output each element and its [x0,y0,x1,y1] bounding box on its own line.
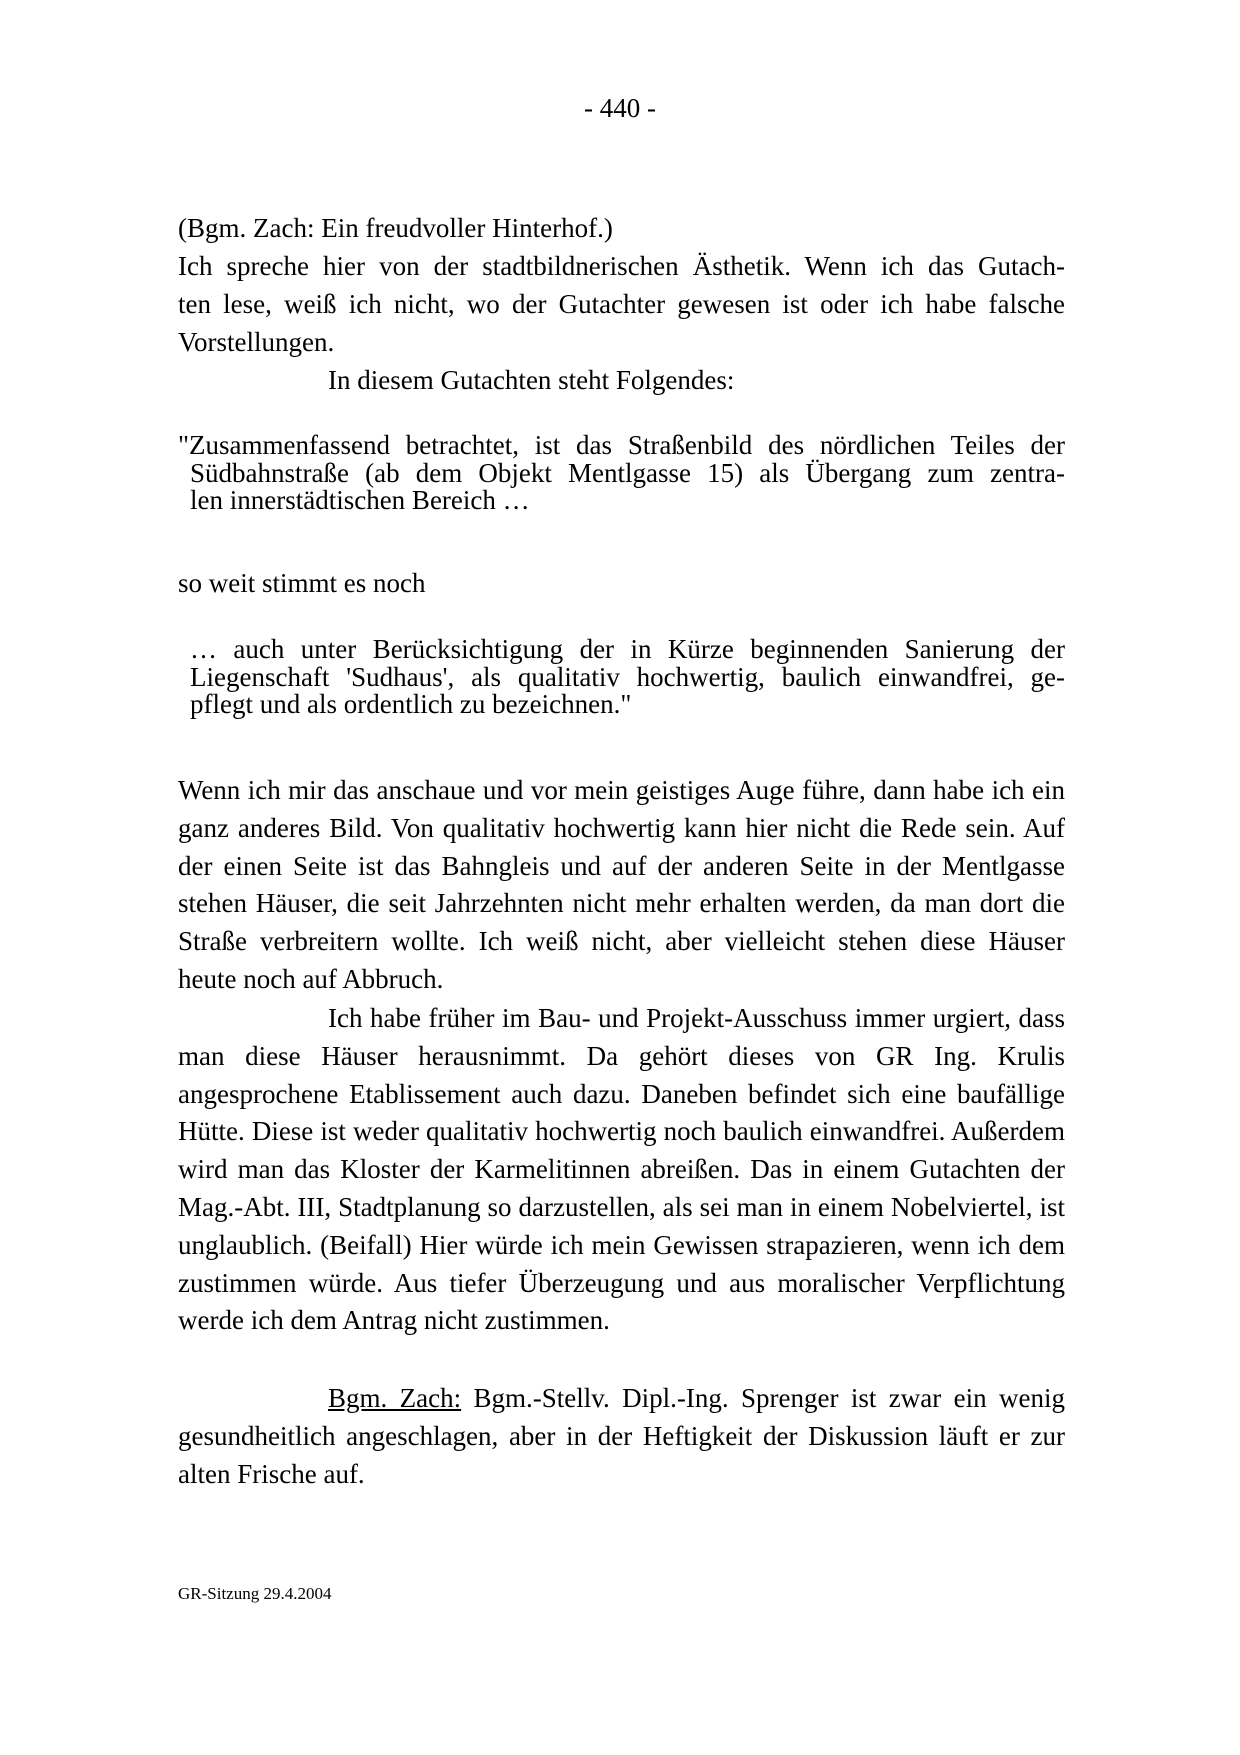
quote-2-line-2: Liegenschaft 'Sudhaus', als qualitativ hochwertig, baulich einwandfrei, ge- [190,661,1065,692]
quote-2 [178,636,1065,719]
paragraph-5-body [178,1380,1065,1493]
paragraph-1-line-2: ten lese, weiß ich nicht, wo der Gutachter gewesen ist oder ich habe falsche [178,288,1065,319]
quote-2-line-1: … auch unter Berücksichtigung der in Kürze beginnenden Sanierung der [190,634,1065,664]
quote-1-line-1: "Zusammenfassend betrachtet, ist das Straßenbild des nördlichen Teiles der [178,430,1065,460]
paragraph-2-text: In diesem Gutachten steht Folgendes: [328,365,735,395]
quote-1 [178,432,1065,515]
paragraph-4 [178,1000,1065,1340]
paragraph-1-line-3: Vorstellungen. [178,326,335,357]
paragraph-3-text: Wenn ich mir das anschaue und vor mein geistiges Auge führe, dann habe ich ein ganz anderes Bild. Von qualitativ hochwertig kann hier nicht die Rede sein. Auf der einen Seite ist das Bahngleis und auf der anderen Seite in der Mentlgasse stehen Häuser, die seit Jahrzehnten nicht mehr erhalten werden, da man dort die Straße verbreitern wollte. Ich weiß nicht, aber vielleicht stehen diese Häuser heute noch auf Abbruch. [178,775,1065,994]
paragraph-4-body [178,1000,1065,1340]
quote-1-line-3: len innerstädtischen Bereich … [190,485,530,515]
paragraph-4-text: Ich habe früher im Bau- und Projekt-Ausschuss immer urgiert, dass man diese Häuser herausnimmt. Da gehört dieses von GR Ing. Krulis angesprochene Etablissement auch dazu. Daneben befindet sich eine baufällige Hütte. Diese ist weder qualitativ hochwertig noch baulich einwandfrei. Außerdem wird man das Kloster der Karmelitinnen abreißen. Das in einem Gutachten der Mag.-Abt. III, Stadtplanung so darzustellen, als sei man in einem Nobelviertel, ist unglaublich. (Beifall) Hier würde ich mein Gewissen strapazieren, wenn ich dem zustimmen würde. Aus tiefer Überzeugung und aus moralischer Verpflichtung werde ich dem Antrag nicht zustimmen. [178,1003,1065,1336]
paragraph-5 [178,1380,1065,1493]
footer-session-date: GR-Sitzung 29.4.2004 [178,1584,332,1603]
paragraph-5-text: Bgm.-Stellv. Dipl.-Ing. Sprenger ist zwar ein wenig gesundheitlich angeschlagen, aber in der Heftigkeit der Diskussion läuft er zur alten Frische auf. [178,1383,1065,1489]
aside-text: so weit stimmt es noch [178,568,426,598]
paragraph-1-line-1: Ich spreche hier von der stadtbildnerischen Ästhetik. Wenn ich das Gutach- [178,251,1065,281]
quote-1-line-2: Südbahnstraße (ab dem Objekt Mentlgasse 15) als Übergang zum zentra- [190,457,1065,488]
quote-2-line-3: pflegt und als ordentlich zu bezeichnen." [190,689,632,719]
paragraph-1 [178,248,1065,361]
paragraph-3 [178,772,1065,999]
speaker-label: Bgm. Zach: [328,1383,462,1413]
paragraph-2 [178,362,1065,400]
page-number: - 440 - [584,93,656,123]
interjection-text: (Bgm. Zach: Ein freudvoller Hinterhof.) [178,213,613,243]
